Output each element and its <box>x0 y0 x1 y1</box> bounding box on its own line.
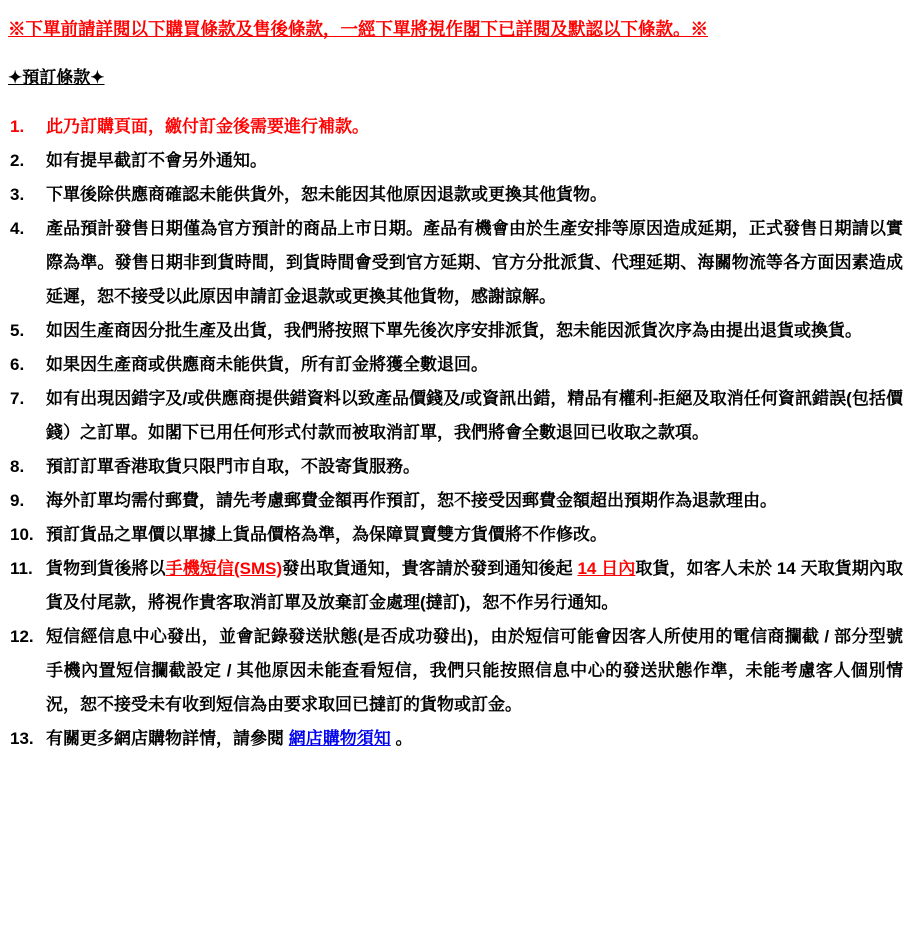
terms-item-7 <box>8 382 903 450</box>
terms-item-11 <box>8 552 903 620</box>
item-text: 取貨，如客人未於 14 天取貨期內取貨及付尾款，將視作貴客取消訂單及放棄訂金處理(撻訂)，恕不作另行通知。 <box>46 559 903 612</box>
terms-item-3 <box>8 178 903 212</box>
item-number: 10. <box>10 525 34 544</box>
item-number: 4. <box>10 219 25 238</box>
section-title-preorder-terms: ✦預訂條款✦ <box>8 68 105 87</box>
terms-list <box>8 110 903 756</box>
highlighted-red-text: 14 日內 <box>577 559 636 578</box>
item-text: 貨物到貨後將以 <box>46 559 166 578</box>
item-text: 。 <box>390 729 413 748</box>
item-text: 預訂訂單香港取貨只限門市自取，不設寄貨服務。 <box>46 457 420 476</box>
item-text: 發出取貨通知，貴客請於發到通知後起 <box>282 559 578 578</box>
terms-item-4 <box>8 212 903 314</box>
terms-item-10 <box>8 518 903 552</box>
item-text: 短信經信息中心發出，並會記錄發送狀態(是否成功發出)，由於短信可能會因客人所使用的電信商攔截 / 部分型號手機內置短信攔截設定 / 其他原因未能查看短信，我們只能按照信息中心的發送狀態作準，未能考慮客人個別情況，恕不接受未有收到短信為由要求取回已撻訂的貨物或訂金。 <box>46 627 903 714</box>
item-text: 預訂貨品之單價以單據上貨品價格為準，為保障買賣雙方貨價將不作修改。 <box>46 525 607 544</box>
item-text: 有關更多網店購物詳情，請參閱 <box>46 729 289 748</box>
terms-item-6 <box>8 348 903 382</box>
item-text: 如有提早截訂不會另外通知。 <box>46 151 267 170</box>
terms-item-9 <box>8 484 903 518</box>
terms-item-13 <box>8 722 903 756</box>
terms-item-5 <box>8 314 903 348</box>
item-number: 1. <box>10 117 25 136</box>
item-text: 此乃訂購頁面，繳付訂金後需要進行補款。 <box>46 117 369 136</box>
item-number: 11. <box>10 559 33 578</box>
item-number: 13. <box>10 729 34 748</box>
item-text: 如果因生產商或供應商未能供貨，所有訂金將獲全數退回。 <box>46 355 488 374</box>
terms-item-2 <box>8 144 903 178</box>
item-number: 8. <box>10 457 25 476</box>
item-number: 6. <box>10 355 25 374</box>
item-number: 7. <box>10 389 25 408</box>
highlighted-red-text: 手機短信(SMS) <box>165 559 283 578</box>
item-number: 12. <box>10 627 34 646</box>
item-text: 產品預計發售日期僅為官方預計的商品上市日期。產品有機會由於生產安排等原因造成延期，正式發售日期請以實際為準。發售日期非到貨時間，到貨時間會受到官方延期、官方分批派貨、代理延期、海關物流等各方面因素造成延遲，恕不接受以此原因申請訂金退款或更換其他貨物，感謝諒解。 <box>46 219 903 306</box>
item-number: 5. <box>10 321 25 340</box>
item-text: 如有出現因錯字及/或供應商提供錯資料以致產品價錢及/或資訊出錯，精品有權利-拒絕及取消任何資訊錯誤(包括價錢）之訂單。如閣下已用任何形式付款而被取消訂單，我們將會全數退回已收取之款項。 <box>46 389 903 442</box>
terms-item-8 <box>8 450 903 484</box>
terms-item-12 <box>8 620 903 722</box>
store-shopping-guide-link[interactable]: 網店購物須知 <box>288 729 391 748</box>
item-number: 3. <box>10 185 25 204</box>
item-number: 2. <box>10 151 25 170</box>
item-text: 下單後除供應商確認未能供貨外，恕未能因其他原因退款或更換其他貨物。 <box>46 185 607 204</box>
item-text: 如因生產商因分批生產及出貨，我們將按照下單先後次序安排派貨，恕未能因派貨次序為由提出退貨或換貨。 <box>46 321 862 340</box>
item-number: 9. <box>10 491 25 510</box>
document-title: ※下單前請詳閱以下購買條款及售後條款，一經下單將視作閣下已詳閱及默認以下條款。※ <box>8 19 708 39</box>
terms-item-1 <box>8 110 903 144</box>
item-text: 海外訂單均需付郵費，請先考慮郵費金額再作預訂，恕不接受因郵費金額超出預期作為退款理由。 <box>46 491 777 510</box>
